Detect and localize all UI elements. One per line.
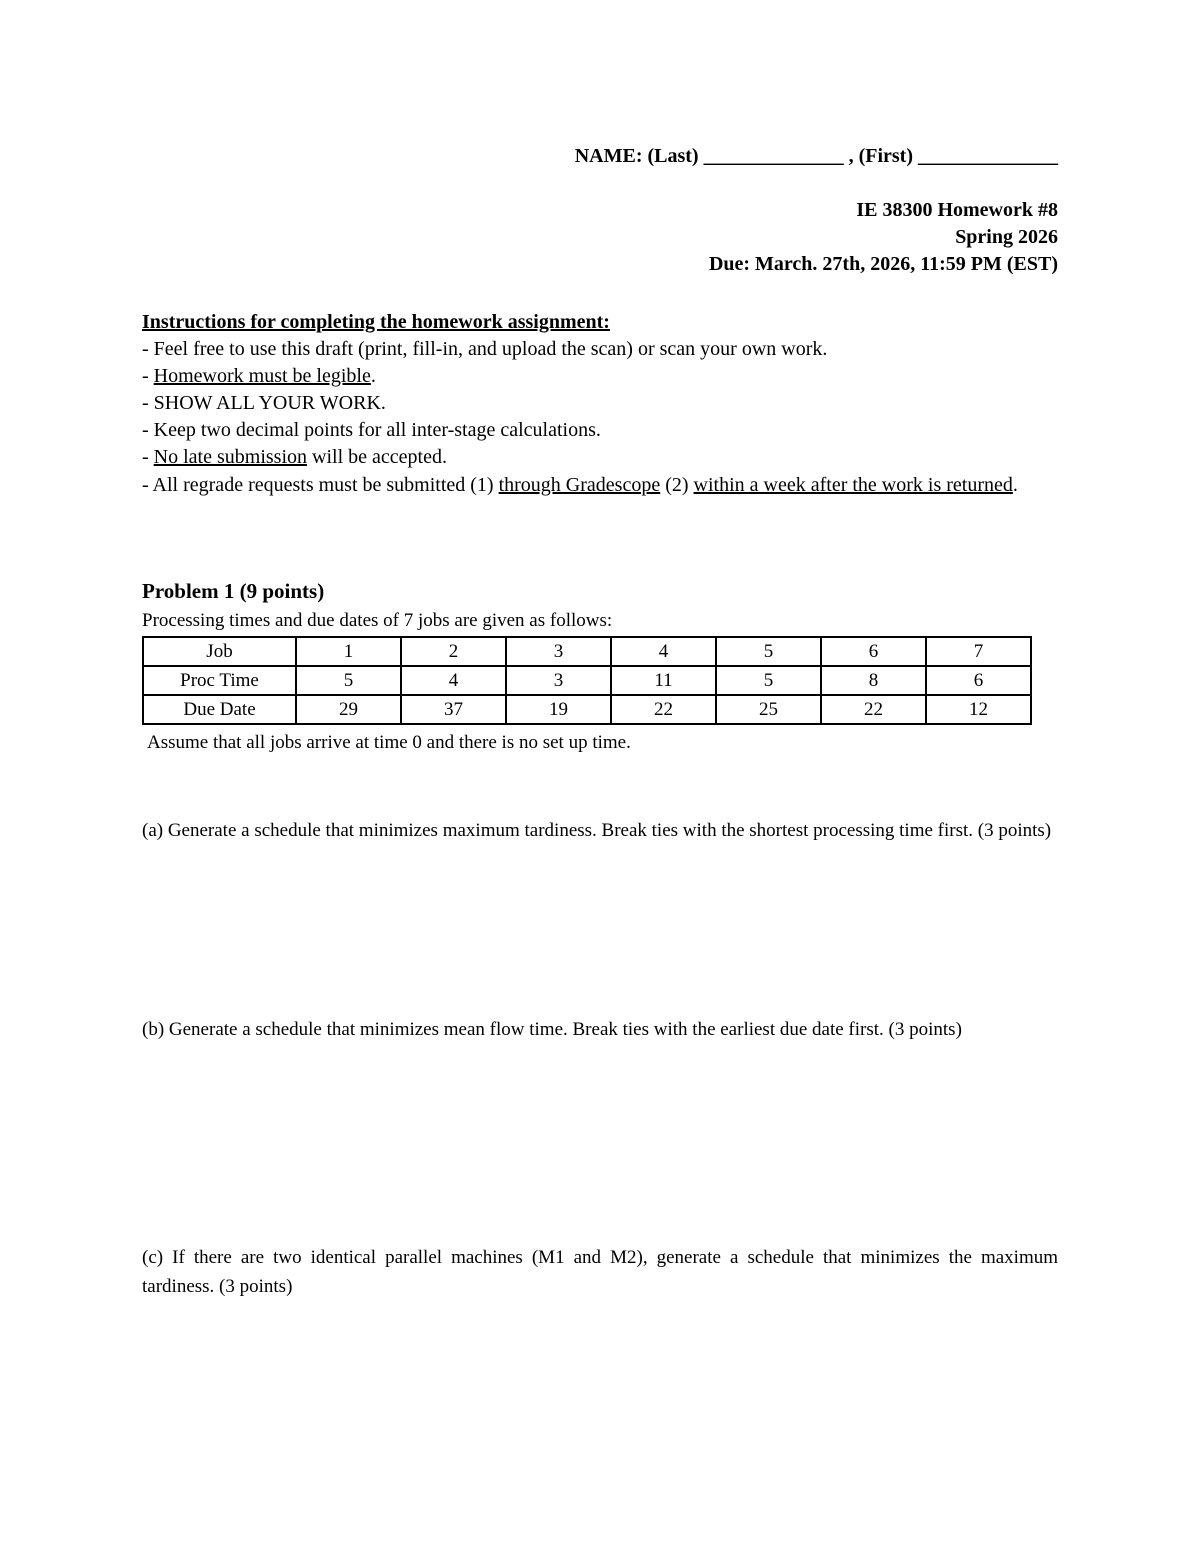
instruction-item: - Feel free to use this draft (print, fill-in, and upload the scan) or scan your own work. xyxy=(142,338,828,360)
instruction-emphasis: through Gradescope xyxy=(498,474,661,496)
table-cell: 12 xyxy=(926,695,1031,724)
table-cell: 19 xyxy=(506,695,611,724)
table-cell: 3 xyxy=(506,637,611,666)
name-line: NAME: (Last) ______________ , (First) ______________ xyxy=(574,145,1058,167)
instruction-item xyxy=(142,445,447,469)
instruction-text: - xyxy=(142,365,154,387)
instruction-item xyxy=(142,472,1058,499)
row-label: Job xyxy=(143,637,296,666)
instruction-emphasis: within a week after the work is returned xyxy=(693,474,1013,496)
table-cell: 1 xyxy=(296,637,401,666)
table-cell: 5 xyxy=(716,637,821,666)
course-title: IE 38300 Homework #8 xyxy=(856,199,1058,221)
instruction-text: (2) xyxy=(660,474,694,496)
due-date: Due: March. 27th, 2026, 11:59 PM (EST) xyxy=(708,253,1058,275)
row-label: Due Date xyxy=(143,695,296,724)
table-cell: 4 xyxy=(611,637,716,666)
table-cell: 2 xyxy=(401,637,506,666)
table-cell: 7 xyxy=(926,637,1031,666)
instruction-item: - SHOW ALL YOUR WORK. xyxy=(142,392,386,414)
table-cell: 5 xyxy=(296,666,401,695)
assumption-note: Assume that all jobs arrive at time 0 and there is no set up time. xyxy=(147,732,631,753)
table-cell: 6 xyxy=(821,637,926,666)
table-cell: 4 xyxy=(401,666,506,695)
part-c-question: (c) If there are two identical parallel machines (M1 and M2), generate a schedule that minimizes the maximum tardiness. (3 points) xyxy=(142,1247,1058,1297)
table-cell: 29 xyxy=(296,695,401,724)
table-row xyxy=(143,695,1031,724)
instruction-text: will be accepted. xyxy=(307,446,447,468)
part-a-question: (a) Generate a schedule that minimizes maximum tardiness. Break ties with the shortest processing time first. (3 points) xyxy=(142,820,1052,841)
table-cell: 22 xyxy=(611,695,716,724)
problem-title: Problem 1 (9 points) xyxy=(142,579,325,603)
table-cell: 5 xyxy=(716,666,821,695)
table-cell: 8 xyxy=(821,666,926,695)
instructions-title: Instructions for completing the homework assignment: xyxy=(142,311,610,333)
term: Spring 2026 xyxy=(955,226,1058,248)
problem-intro: Processing times and due dates of 7 jobs are given as follows: xyxy=(142,610,613,631)
table-cell: 22 xyxy=(821,695,926,724)
instruction-text: - All regrade requests must be submitted (1) xyxy=(142,474,499,496)
part-b-question: (b) Generate a schedule that minimizes mean flow time. Break ties with the earliest due date first. (3 points) xyxy=(142,1019,962,1040)
jobs-table xyxy=(142,636,1032,725)
table-cell: 6 xyxy=(926,666,1031,695)
instruction-text: . xyxy=(370,365,376,387)
instruction-emphasis: Homework must be legible xyxy=(153,365,371,387)
table-row xyxy=(143,637,1031,666)
row-label: Proc Time xyxy=(143,666,296,695)
instruction-emphasis: No late submission xyxy=(153,446,308,468)
instruction-item: - Keep two decimal points for all inter-stage calculations. xyxy=(142,419,601,441)
instruction-text: . xyxy=(1012,474,1018,496)
table-cell: 25 xyxy=(716,695,821,724)
table-cell: 37 xyxy=(401,695,506,724)
instruction-text: - xyxy=(142,446,154,468)
table-cell: 11 xyxy=(611,666,716,695)
table-row xyxy=(143,666,1031,695)
instruction-item xyxy=(142,364,376,388)
table-cell: 3 xyxy=(506,666,611,695)
